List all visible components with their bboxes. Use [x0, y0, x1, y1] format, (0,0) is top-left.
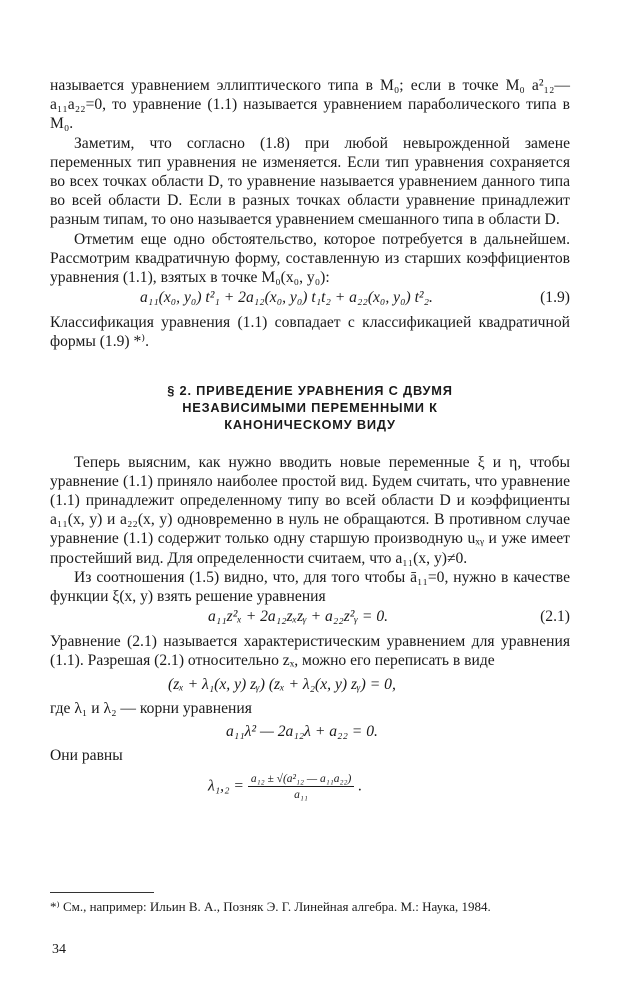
- section-heading-line-1: § 2. ПРИВЕДЕНИЕ УРАВНЕНИЯ С ДВУМЯ: [167, 382, 453, 398]
- formula-quadratic: [50, 718, 570, 746]
- paragraph-new-variables: Теперь выясним, как нужно вводить новые переменные ξ и η, чтобы уравнение (1.1) приняло наиболее простой вид. Будем считать, что уравнение (1.1) принадлежит определенному типу во всей области D и коэффициенты a₁₁(x, y) и a₂₂(x, y) одновременно в нуль не обращаются. В противном случае уравнение (1.1) содержит только одну старшую производную uₓᵧ и уже имеет простейший вид. Для определенности считаем, что a₁₁(x, y)≠0.: [50, 453, 570, 567]
- formula-roots-denominator: a₁₁: [294, 789, 308, 802]
- formula-roots: [50, 765, 570, 815]
- formula-roots-lhs: λ₁,₂ =: [208, 777, 244, 795]
- formula-1-9: [50, 287, 570, 313]
- paragraph-roots-equal: Они равны: [50, 746, 123, 764]
- formula-roots-expression: [208, 773, 362, 801]
- formula-quadratic-expression: a₁₁λ² — 2a₁₂λ + a₂₂ = 0.: [226, 722, 378, 740]
- paragraph-relation-1-5: Из соотношения (1.5) видно, что, для того чтобы ā₁₁=0, нужно в качестве функции ξ(x, y) взять решение уравнения: [50, 568, 570, 606]
- section-heading-line-3: КАНОНИЧЕСКОМУ ВИДУ: [224, 416, 396, 432]
- section-heading-line-2: НЕЗАВИСИМЫМИ ПЕРЕМЕННЫМИ К: [182, 399, 438, 415]
- section-heading: [50, 382, 570, 433]
- formula-2-1-expression: a₁₁z²ₓ + 2a₁₂zₓzᵧ + a₂₂z²ᵧ = 0.: [208, 608, 389, 626]
- paragraph-quadratic-form: Отметим еще одно обстоятельство, которое потребуется в дальнейшем. Рассмотрим квадратичную форму, составленную из старших коэффициентов уравнения (1.1), взятых в точке M₀(x₀, y₀):: [50, 230, 570, 287]
- formula-roots-period: .: [358, 777, 363, 795]
- paragraph-type-invariance: Заметим, что согласно (1.8) при любой невырожденной замене переменных тип уравнения не изменяется. Если тип уравнения сохраняется во всех точках области D, то уравнение называется уравнением данного типа во всей области D. Если в разных точках области уравнение принадлежит разным типам, то оно называется уравнением смешанного типа в области D.: [50, 134, 570, 229]
- formula-factorization: [50, 671, 570, 699]
- formula-factorization-expression: (zₓ + λ₁(x, y) zᵧ) (zₓ + λ₂(x, y) zᵧ) = 0,: [168, 675, 396, 693]
- footnote-rule: [50, 892, 154, 893]
- footnote: *⁾ См., например: Ильин В. А., Позняк Э. Г. Линейная алгебра. М.: Наука, 1984.: [50, 899, 491, 914]
- formula-roots-fraction: [248, 773, 354, 801]
- formula-1-9-expression: a₁₁(x₀, y₀) t²₁ + 2a₁₂(x₀, y₀) t₁t₂ + a₂₂(x₀, y₀) t²₂.: [140, 289, 433, 307]
- page-number: 34: [52, 942, 66, 957]
- paragraph-classification: Классификация уравнения (1.1) совпадает с классификацией квадратичной формы (1.9) *⁾.: [50, 314, 570, 351]
- paragraph-characteristic-equation: Уравнение (2.1) называется характеристическим уравнением для уравнения (1.1). Разрешая (2.1) относительно zₓ, можно его переписать в виде: [50, 633, 570, 670]
- formula-2-1-number: (2.1): [540, 608, 570, 626]
- page-body: [50, 76, 570, 815]
- formula-2-1: [50, 606, 570, 632]
- paragraph-elliptic-parabolic: называется уравнением эллиптического типа в M₀; если в точке M₀ a²₁₂—a₁₁a₂₂=0, то уравнение (1.1) называется уравнением параболического типа в M₀.: [50, 77, 570, 133]
- paragraph-roots-intro: где λ₁ и λ₂ — корни уравнения: [50, 699, 252, 717]
- formula-roots-numerator: a₁₂ ± √(a²₁₂ — a₁₁a₂₂): [248, 773, 354, 787]
- formula-1-9-number: (1.9): [540, 289, 570, 307]
